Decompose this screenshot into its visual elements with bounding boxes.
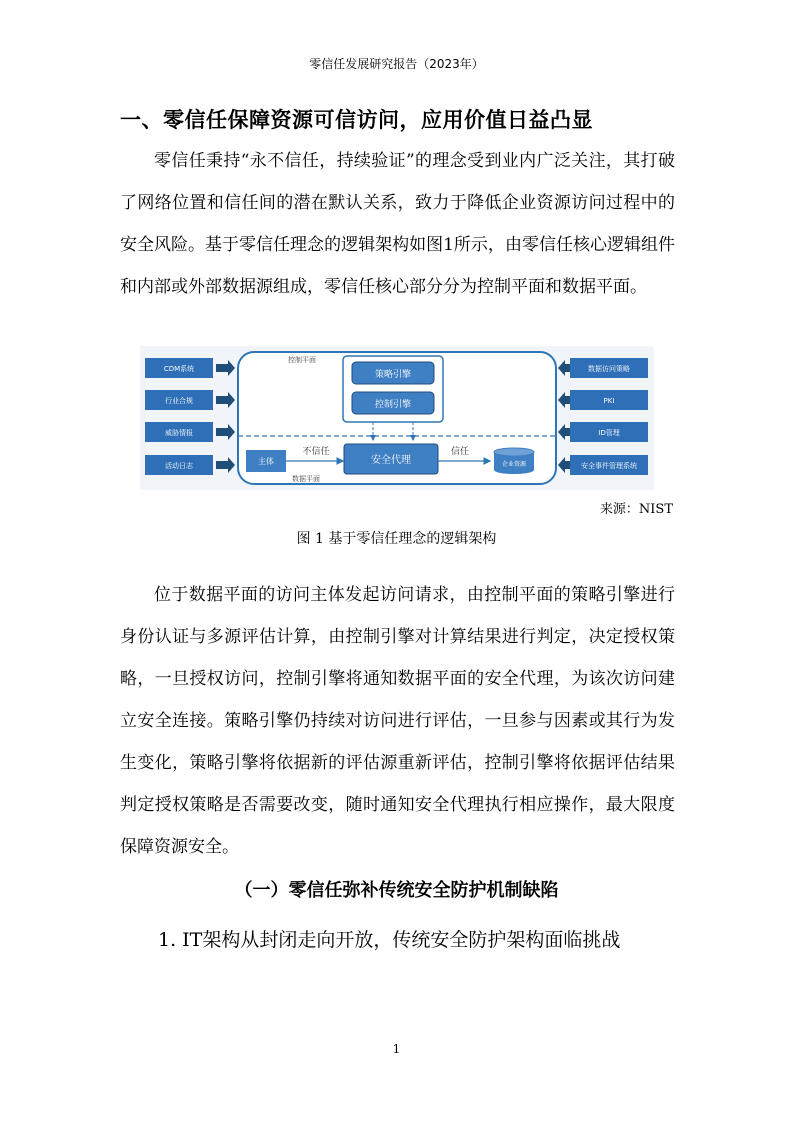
source-data-access-policy: 数据访问策略 xyxy=(588,365,630,373)
figure-caption: 图 1 基于零信任理念的逻辑架构 xyxy=(296,531,497,547)
arrow-right-icon xyxy=(216,360,235,376)
source-threat-intel: 威胁情报 xyxy=(165,429,193,437)
page-header: 零信任发展研究报告（2023年） xyxy=(309,57,484,71)
subsection-heading: （一）零信任弥补传统安全防护机制缺陷 xyxy=(234,880,559,901)
section-heading: 一、零信任保障资源可信访问，应用价值日益凸显 xyxy=(120,108,593,132)
left-sources xyxy=(145,358,235,475)
architecture-diagram xyxy=(140,346,654,490)
source-activity-log: 活动日志 xyxy=(165,462,193,470)
control-plane-label: 控制平面 xyxy=(288,356,316,364)
architecture-figure xyxy=(140,346,654,490)
data-plane-label: 数据平面 xyxy=(292,475,320,483)
policy-engine-label: 策略引擎 xyxy=(374,370,412,380)
source-siem: 安全事件管理系统 xyxy=(581,462,637,470)
paragraph-explanation: 位于数据平面的访问主体发起访问请求，由控制平面的策略引擎进行身份认证与多源评估计算，由控制引擎对计算结果进行判定，决定授权策略，一旦授权访问，控制引擎将通知数据平面的安全代理，为该次访问建立安全连接。策略引擎仍持续对访问进行评估，一旦参与因素或其行为发生变化，策略引擎将依据新的评估源重新评估，控制引擎将依据评估结果判定授权策略是否需要改变，随时通知安全代理执行相应操作，最大限度保障资源安全。 xyxy=(120,585,675,857)
arrow-right-icon xyxy=(216,457,235,473)
pep-label: 安全代理 xyxy=(371,455,411,466)
resource-label: 企业资源 xyxy=(501,461,527,468)
source-cdm: CDM系统 xyxy=(163,365,195,373)
policy-admin-label: 控制引擎 xyxy=(374,400,412,410)
paragraph-intro: 零信任秉持“永不信任，持续验证”的理念受到业内广泛关注，其打破了网络位置和信任间的潜在默认关系，致力于降低企业资源访问过程中的安全风险。基于零信任理念的逻辑架构如图1所示，由零信任核心逻辑组件和内部或外部数据源组成，零信任核心部分分为控制平面和数据平面。 xyxy=(120,151,675,297)
trusted-label: 信任 xyxy=(450,447,470,457)
figure-source: 来源：NIST xyxy=(599,502,673,517)
right-sources xyxy=(558,358,648,475)
subject-label: 主体 xyxy=(258,457,274,466)
arrow-right-icon xyxy=(216,424,235,440)
source-id-management: ID管理 xyxy=(598,429,620,437)
arrow-right-icon xyxy=(216,392,235,408)
source-pki: PKI xyxy=(603,397,615,405)
subsubsection-heading: 1. IT架构从封闭走向开放，传统安全防护架构面临挑战 xyxy=(158,929,621,951)
untrusted-label: 不信任 xyxy=(302,447,330,457)
page-number: 1 xyxy=(392,1042,401,1056)
source-compliance: 行业合规 xyxy=(165,397,193,405)
